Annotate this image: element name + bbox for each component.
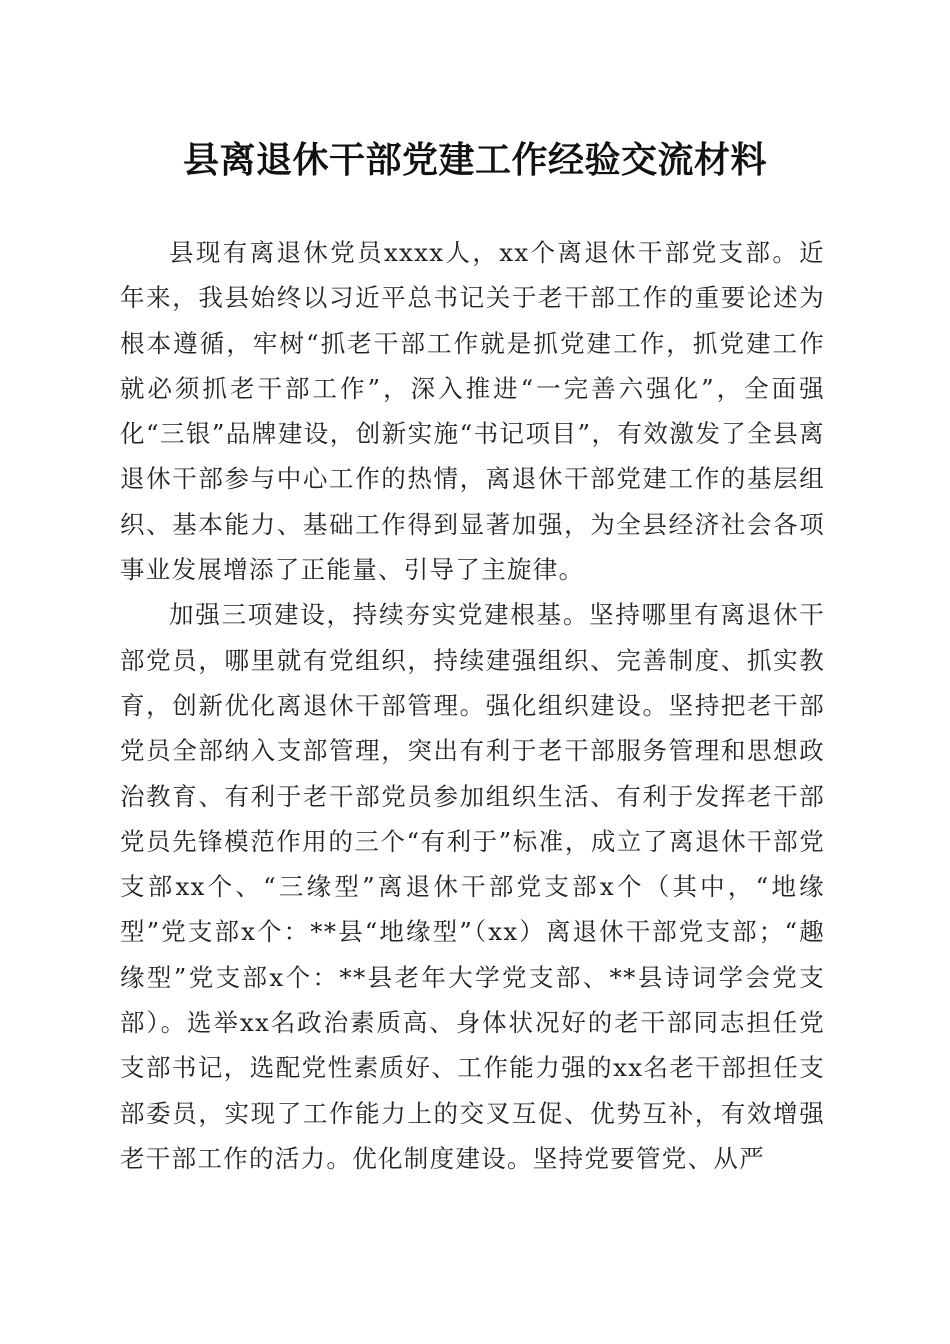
document-title: 县离退休干部党建工作经验交流材料 bbox=[182, 139, 767, 181]
paragraph-section-1: 加强三项建设，持续夯实党建根基。坚持哪里有离退休干部党员，哪里就有党组织，持续建强组织、完善制度、抓实教育，创新优化离退休干部管理。强化组织建设。坚持把老干部党员全部纳入支部管理，突出有利于老干部服务管理和思想政治教育、有利于老干部党员参加组织生活、有利于发挥老干部党员先锋模范作用的三个“有利于”标准，成立了离退休干部党支部xx个、“三缘型”离退休干部党支部x个（其中，“地缘型”党支部x个：**县“地缘型”（xx）离退休干部党支部；“趣缘型”党支部x个：**县老年大学党支部、**县诗词学会党支部）。选举xx名政治素质高、身体状况好的老干部同志担任党支部书记，选配党性素质好、工作能力强的xx名老干部担任支部委员，实现了工作能力上的交叉互促、优势互补，有效增强老干部工作的活力。优化制度建设。坚持党要管党、从严 bbox=[120, 600, 825, 1173]
document-body bbox=[120, 230, 825, 1181]
paragraph-intro: 县现有离退休党员xxxx人，xx个离退休干部党支部。近年来，我县始终以习近平总书记关于老干部工作的重要论述为根本遵循，牢树“抓老干部工作就是抓党建工作，抓党建工作就必须抓老干部工作”，深入推进“一完善六强化”，全面强化“三银”品牌建设，创新实施“书记项目”，有效激发了全县离退休干部参与中心工作的热情，离退休干部党建工作的基层组织、基本能力、基础工作得到显著加强，为全县经济社会各项事业发展增添了正能量、引导了主旋律。 bbox=[120, 238, 825, 585]
